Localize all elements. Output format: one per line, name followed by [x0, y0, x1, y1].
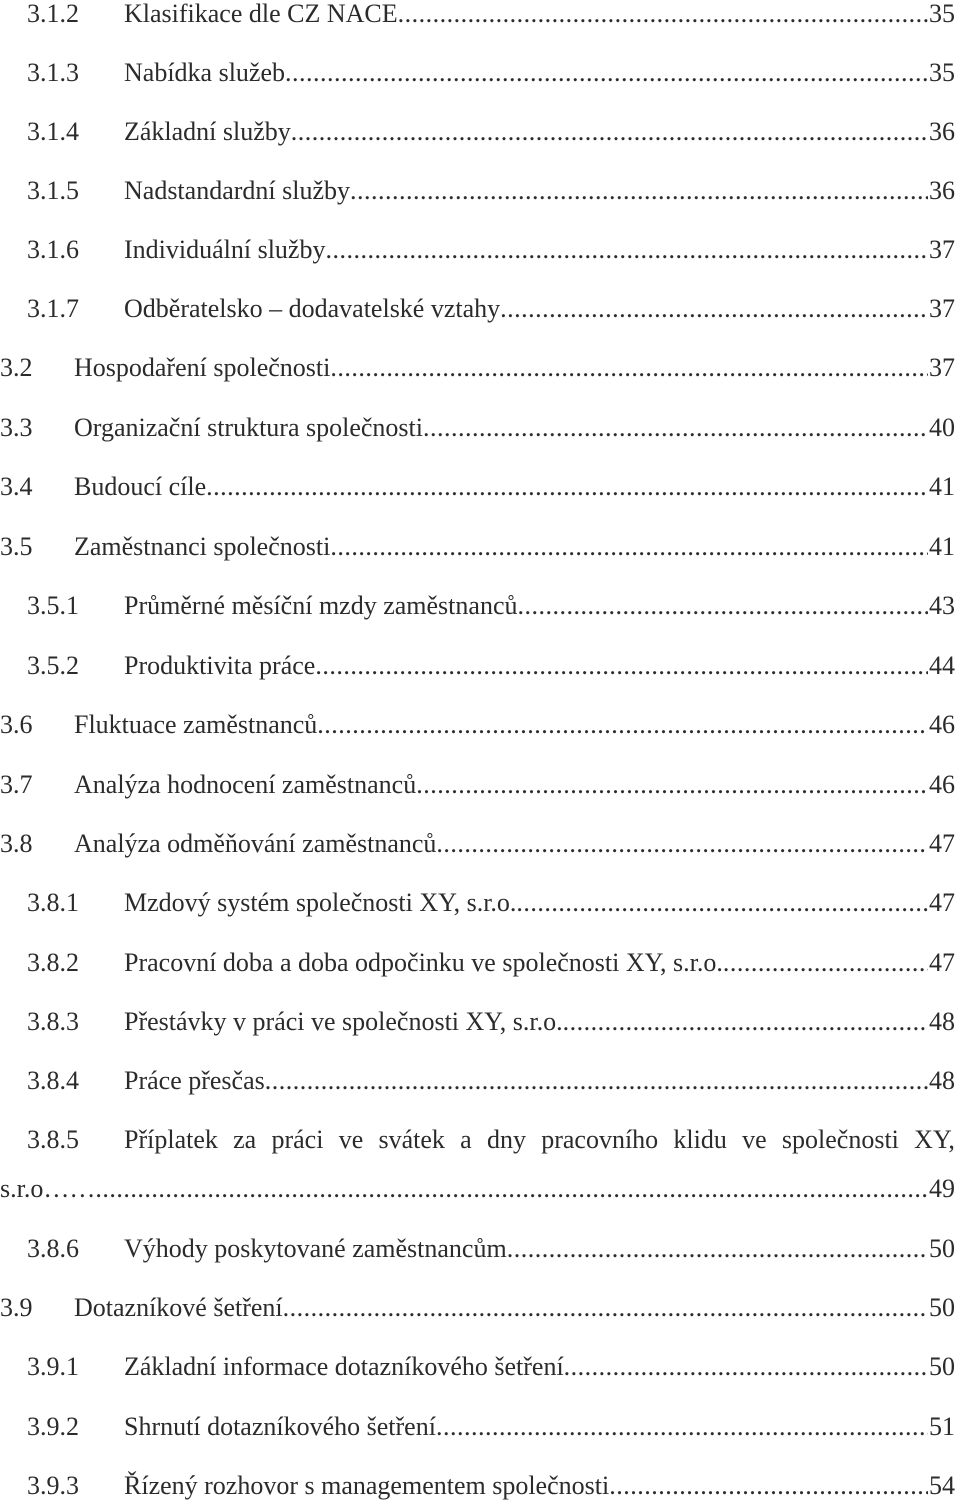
toc-entry-number: 3.8.1 — [27, 888, 79, 917]
toc-entry-title: Fluktuace zaměstnanců — [74, 710, 318, 739]
toc-leader-dots — [330, 529, 928, 565]
toc-entry-page: 36 — [929, 117, 955, 146]
toc-leader-dots — [517, 588, 928, 624]
toc-entry-page: 41 — [929, 532, 955, 561]
toc-entry-title: Dotazníkové šetření — [74, 1293, 283, 1322]
toc-entry-title: Analýza hodnocení zaměstnanců — [74, 770, 417, 799]
toc-entry[interactable] — [0, 410, 955, 446]
toc-entry-title: Výhody poskytované zaměstnancům — [124, 1234, 507, 1263]
toc-entry[interactable] — [0, 1004, 955, 1040]
toc-entry[interactable] — [0, 1468, 955, 1504]
toc-leader-dots — [516, 885, 928, 921]
toc-entry-number: 3.1.6 — [27, 235, 79, 264]
toc-entry-title: Pracovní doba a doba odpočinku ve společnosti XY, s.r.o. — [124, 948, 723, 977]
toc-entry-page: 35 — [929, 0, 955, 28]
toc-leader-dots — [325, 232, 928, 268]
title-word: dny — [486, 1125, 526, 1154]
toc-leader-dots — [206, 469, 928, 505]
title-word: za — [233, 1125, 257, 1154]
toc-entry-page: 50 — [929, 1352, 955, 1381]
toc-entry-title: Řízený rozhovor s managementem společnosti — [124, 1471, 610, 1500]
toc-entry-number: 3.8 — [0, 829, 33, 858]
toc-entry[interactable] — [0, 885, 955, 921]
toc-leader-dots — [723, 945, 928, 981]
toc-entry-page: 50 — [929, 1293, 955, 1322]
toc-entry[interactable] — [0, 1063, 955, 1099]
toc-entry[interactable] — [0, 114, 955, 150]
toc-entry-title: Analýza odměňování zaměstnanců — [74, 829, 437, 858]
toc-entry-page: 41 — [929, 472, 955, 501]
toc-entry-number: 3.7 — [0, 770, 33, 799]
toc-entry-number: 3.8.3 — [27, 1007, 79, 1036]
toc-entry[interactable] — [0, 350, 955, 386]
toc-entry[interactable] — [0, 588, 955, 624]
toc-entry-page: 54 — [929, 1471, 955, 1500]
toc-entry[interactable] — [0, 529, 955, 565]
title-word: a — [460, 1125, 472, 1154]
toc-entry-page: 46 — [929, 770, 955, 799]
toc-entry-page: 51 — [929, 1412, 955, 1441]
toc-entry[interactable] — [0, 55, 955, 91]
toc-entry-title: Produktivita práce — [124, 651, 316, 680]
title-word: společnosti — [781, 1125, 899, 1154]
toc-leader-dots — [564, 1349, 928, 1385]
toc-entry-title: s.r.o — [0, 1174, 44, 1203]
toc-entry-page: 47 — [929, 948, 955, 977]
toc-entry-title: Přestávky v práci ve společnosti XY, s.r.o. — [124, 1007, 563, 1036]
toc-entry-number: 3.1.2 — [27, 0, 79, 28]
toc-entry-number: 3.6 — [0, 710, 33, 739]
title-word: XY, — [914, 1125, 955, 1154]
title-word: klidu — [673, 1125, 727, 1154]
toc-leader-dots — [416, 767, 928, 803]
toc-entry-number: 3.1.7 — [27, 294, 79, 323]
toc-entry-number: 3.8.4 — [27, 1066, 79, 1095]
toc-entry-page: 37 — [929, 235, 955, 264]
toc-entry-title: Práce přesčas — [124, 1066, 265, 1095]
toc-entry-title-line2[interactable] — [0, 1171, 955, 1207]
toc-leader-dots — [398, 0, 928, 32]
toc-entry-number: 3.8.2 — [27, 948, 79, 977]
toc-leader-dots — [507, 1231, 928, 1267]
title-word: ve — [338, 1125, 364, 1154]
toc-entry-title: Budoucí cíle — [74, 472, 207, 501]
toc-entry-title: Nadstandardní služby — [124, 176, 351, 205]
title-word: Příplatek — [124, 1125, 218, 1154]
toc-entry-page: 40 — [929, 413, 955, 442]
toc-entry[interactable] — [0, 232, 955, 268]
toc-leader-dots — [423, 410, 928, 446]
toc-entry[interactable] — [0, 648, 955, 684]
toc-entry[interactable] — [0, 945, 955, 981]
toc-entry[interactable] — [0, 0, 955, 32]
toc-entry-title: Základní informace dotazníkového šetření — [124, 1352, 564, 1381]
toc-entry-number: 3.5 — [0, 532, 33, 561]
toc-leader-dots — [317, 707, 928, 743]
toc-entry-number: 3.9.1 — [27, 1352, 79, 1381]
toc-entry-gap: …… — [43, 1174, 96, 1203]
toc-leader-dots — [436, 826, 928, 862]
toc-entry-page: 36 — [929, 176, 955, 205]
toc-leader-dots — [609, 1468, 928, 1504]
toc-entry[interactable] — [0, 1409, 955, 1445]
toc-entry[interactable] — [0, 1290, 955, 1326]
toc-entry[interactable] — [0, 1231, 955, 1267]
toc-entry-number: 3.4 — [0, 472, 33, 501]
toc-leader-dots — [315, 648, 928, 684]
toc-entry[interactable] — [0, 707, 955, 743]
toc-entry-title: Individuální služby — [124, 235, 326, 264]
toc-entry-title: Základní služby — [124, 117, 291, 146]
toc-leader-dots — [500, 291, 928, 327]
toc-entry-number: 3.9 — [0, 1293, 33, 1322]
toc-entry-title: Mzdový systém společnosti XY, s.r.o. — [124, 888, 517, 917]
toc-entry[interactable] — [0, 469, 955, 505]
toc-entry-page: 37 — [929, 294, 955, 323]
toc-leader-dots — [350, 173, 928, 209]
toc-entry-number: 3.9.2 — [27, 1412, 79, 1441]
toc-entry-title: Shrnutí dotazníkového šetření — [124, 1412, 436, 1441]
title-word: pracovního — [541, 1125, 659, 1154]
toc-entry-title: Klasifikace dle CZ NACE — [124, 0, 398, 28]
toc-entry-page: 48 — [929, 1066, 955, 1095]
toc-entry[interactable] — [0, 826, 955, 862]
toc-entry-page: 50 — [929, 1234, 955, 1263]
toc-entry-title: Hospodaření společnosti — [74, 353, 331, 382]
toc-entry-page: 37 — [929, 353, 955, 382]
toc-entry-page: 44 — [929, 651, 955, 680]
toc-entry-page: 49 — [929, 1174, 955, 1203]
toc-entry-wrapped[interactable] — [0, 1122, 955, 1158]
toc-entry-page: 47 — [929, 888, 955, 917]
toc-entry[interactable] — [0, 767, 955, 803]
title-word: ve — [742, 1125, 767, 1154]
title-word: svátek — [378, 1125, 445, 1154]
toc-entry[interactable] — [0, 173, 955, 209]
toc-entry-number: 3.8.5 — [27, 1125, 79, 1154]
toc-entry-number: 3.8.6 — [27, 1234, 79, 1263]
toc-leader-dots — [436, 1409, 928, 1445]
toc-entry-number: 3.9.3 — [27, 1471, 79, 1500]
toc-entry-page: 43 — [929, 591, 955, 620]
toc-entry-title: Odběratelsko – dodavatelské vztahy — [124, 294, 501, 323]
toc-entry-title: Zaměstnanci společnosti — [74, 532, 331, 561]
toc-entry-page: 48 — [929, 1007, 955, 1036]
toc-entry-number: 3.1.4 — [27, 117, 79, 146]
toc-entry-number: 3.5.2 — [27, 651, 79, 680]
toc-entry-page: 35 — [929, 58, 955, 87]
toc-leader-dots — [330, 350, 928, 386]
toc-entry-number: 3.3 — [0, 413, 33, 442]
title-word: práci — [271, 1125, 324, 1154]
toc-entry-number: 3.1.3 — [27, 58, 79, 87]
toc-leader-dots — [95, 1171, 928, 1207]
toc-entry-page: 47 — [929, 829, 955, 858]
toc-entry-title: Průměrné měsíční mzdy zaměstnanců — [124, 591, 518, 620]
toc-entry-number: 3.1.5 — [27, 176, 79, 205]
toc-entry-number: 3.2 — [0, 353, 33, 382]
toc-leader-dots — [265, 1063, 928, 1099]
toc-entry-page: 46 — [929, 710, 955, 739]
toc-leader-dots — [563, 1004, 928, 1040]
toc-entry-title: Organizační struktura společnosti — [74, 413, 423, 442]
toc-entry-title: Nabídka služeb — [124, 58, 286, 87]
toc-leader-dots — [283, 1290, 928, 1326]
toc-entry-number: 3.5.1 — [27, 591, 79, 620]
toc-entry[interactable] — [0, 291, 955, 327]
toc-leader-dots — [291, 114, 928, 150]
toc-entry-title-line1 — [124, 1122, 955, 1158]
toc-entry[interactable] — [0, 1349, 955, 1385]
toc-leader-dots — [285, 55, 928, 91]
